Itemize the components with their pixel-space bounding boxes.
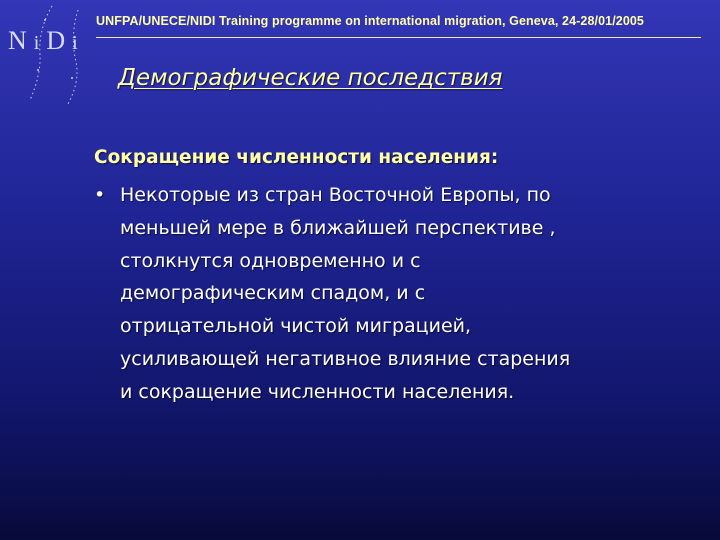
bullet-item	[94, 179, 704, 409]
bullet-line: отрицательной чистой миграцией,	[120, 315, 472, 338]
bullet-line: Некоторые из стран Восточной Европы, по	[120, 184, 551, 206]
logo-text: N i D i	[8, 26, 78, 55]
bullet-line: и сокращение численности населения.	[120, 380, 515, 403]
bullet-text	[120, 179, 704, 409]
bullet-marker: •	[94, 184, 106, 206]
bullet-line: демографическим спадом, и с	[120, 282, 426, 305]
bullet-line: столкнутся одновременно и с	[120, 249, 421, 272]
slide-subheading: Сокращение численности населения:	[94, 147, 499, 168]
slide-title: Демографические последствия	[118, 65, 503, 91]
bullet-line: усиливающей негативное влияние старения	[120, 347, 571, 370]
bullet-line: меньшей мере в ближайшей перспективе ,	[120, 216, 556, 239]
header-text: UNFPA/UNECE/NIDI Training programme on international migration, Geneva, 24-28/01/2005	[96, 14, 644, 28]
header-divider	[96, 37, 701, 38]
bullet-list	[94, 179, 704, 409]
